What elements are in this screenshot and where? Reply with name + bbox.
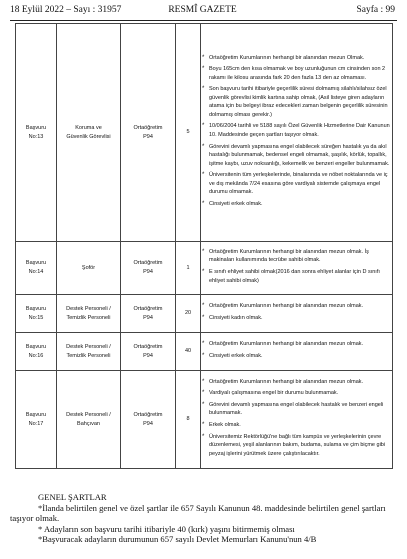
position-title: Şoför (57, 242, 121, 295)
position-title: Destek Personeli / Temizlik Personeli (57, 333, 121, 371)
requirement-item: * Son başvuru tarihi itibariyle geçerlilik süresi dolmamış silahlı/silahsız özel güvenlik görevlisi kimlik kartına sahip olmak, (Asil listeye giren adayların atama için bu belgeyi ibraz edecekleri zaman belgenin geçerlilik süresinin dolmamış olması gerekir.) (201, 85, 392, 119)
application-prefix: Başvuru (25, 124, 47, 131)
application-number-cell (16, 295, 57, 333)
education-level: Ortaöğretim (133, 124, 163, 131)
position-title: Destek Personeli / Bahçıvan (57, 371, 121, 469)
requirement-item: * Cinsiyeti erkek olmak. (201, 200, 392, 209)
general-conditions (10, 492, 400, 545)
application-number-cell (16, 333, 57, 371)
header-gazette-title: RESMÎ GAZETE (168, 5, 237, 15)
application-number-cell (16, 242, 57, 295)
position-count: 1 (176, 242, 201, 295)
education-level-cell (121, 242, 176, 295)
kpss-score-type: P94 (143, 352, 153, 359)
education-level: Ortaöğretim (133, 305, 163, 312)
requirement-item: * Üniversitemiz Rektörlüğü'ne bağlı tüm kampüs ve yerleşkelerinin çevre düzenlemesi, yeşil alanlarının bakım, budama, sulama ve çim biçme gibi peyzaj işlerini yürütmek üzere çalıştırılacaktır. (201, 433, 392, 459)
requirement-item: * Erkek olmak. (201, 421, 392, 430)
header-page-number: Sayfa : 99 (356, 5, 395, 15)
requirement-item: * 10/06/2004 tarihli ve 5188 sayılı Özel Güvenlik Hizmetlerine Dair Kanunun 10. Maddesinde geçen şartları taşıyor olmak. (201, 122, 392, 139)
education-level: Ortaöğretim (133, 411, 163, 418)
requirement-item: * Ortaöğretim Kurumlarının herhangi bir alanından mezun olmak. (201, 340, 392, 349)
education-level-cell (121, 24, 176, 242)
education-level: Ortaöğretim (133, 260, 163, 267)
requirements-list (201, 302, 392, 322)
requirement-item: * E sınıfı ehliyet sahibi olmak(2016 dan sonra ehliyet alanlar için D sınıfı ehliyet sahibi olmak) (201, 268, 392, 285)
requirements-cell (201, 24, 393, 242)
requirements-list (201, 248, 392, 285)
application-prefix: Başvuru (25, 260, 47, 267)
requirement-item: * Ortaöğretim Kurumlarının herhangi bir alanından mezun olmak. (201, 378, 392, 387)
requirements-list (201, 54, 392, 208)
requirement-item: * Cinsiyeti erkek olmak. (201, 352, 392, 361)
education-level: Ortaöğretim (133, 343, 163, 350)
table-row (16, 24, 393, 242)
education-level-cell (121, 371, 176, 469)
table-row (16, 333, 393, 371)
table-row (16, 242, 393, 295)
requirement-item: * Cinsiyeti kadın olmak. (201, 314, 392, 323)
application-number: No:15 (28, 314, 44, 321)
requirements-cell (201, 371, 393, 469)
requirement-item: * Görevini devamlı yapmasına engel olabilecek süreğen hastalık ya da akıl hastalığı bulunmamak, bedensel engeli olmamak, şaşılık, körlük, topallık, işitme kaybı, uzuv noksanlığı, kekemelik ve benzeri engeller bulunmamak. (201, 143, 392, 169)
application-number: No:13 (28, 133, 44, 140)
education-level-cell (121, 333, 176, 371)
general-condition-3: *Başvuracak adayların durumunun 657 sayılı Devlet Memurları Kanunu'nun 4/B (38, 534, 317, 545)
education-level-cell (121, 295, 176, 333)
position-count: 40 (176, 333, 201, 371)
position-title: Destek Personeli / Temizlik Personeli (57, 295, 121, 333)
application-prefix: Başvuru (25, 411, 47, 418)
kpss-score-type: P94 (143, 314, 153, 321)
header-rule (10, 20, 397, 21)
application-number-cell (16, 24, 57, 242)
requirement-item: * Vardiyalı çalışmasına engel bir durumu bulunmamak. (201, 389, 392, 398)
kpss-score-type: P94 (143, 133, 153, 140)
requirement-item: * Ortaöğretim Kurumlarının herhangi bir alanından mezun Olmak. (201, 54, 392, 63)
page-header (10, 5, 395, 19)
table-row (16, 371, 393, 469)
position-count: 20 (176, 295, 201, 333)
application-prefix: Başvuru (25, 305, 47, 312)
position-count: 8 (176, 371, 201, 469)
general-condition-2: * Adayların son başvuru tarihi itibariyle 40 (kırk) yaşını bitirmemiş olması (38, 523, 295, 534)
requirement-item: * Görevini devamlı yapmasına engel olabilecek hastalık ve benzeri engeli bulunmamak. (201, 401, 392, 418)
position-count: 5 (176, 24, 201, 242)
requirement-item: * Boyu 165cm den kısa olmamak ve boy uzunluğunun cm cinsinden son 2 rakamı ile kilosu arasında fark 20 den fazla 13 den az olmaması. (201, 65, 392, 82)
application-prefix: Başvuru (25, 343, 47, 350)
header-date-issue: 18 Eylül 2022 – Sayı : 31957 (10, 5, 122, 15)
position-title: Koruma ve Güvenlik Görevlisi (57, 24, 121, 242)
positions-table (15, 23, 393, 469)
kpss-score-type: P94 (143, 269, 153, 275)
requirements-cell (201, 295, 393, 333)
requirement-item: * Ortaöğretim Kurumlarının herhangi bir alanından mezun olmak. İş makinaları kullanımında tecrübe sahibi olmak. (201, 248, 392, 265)
application-number-cell (16, 371, 57, 469)
requirements-cell (201, 333, 393, 371)
application-number: No:14 (28, 269, 44, 275)
application-number: No:16 (28, 352, 44, 359)
table-row (16, 295, 393, 333)
kpss-score-type: P94 (143, 420, 153, 427)
requirements-list (201, 378, 392, 458)
application-number: No:17 (28, 420, 44, 427)
requirements-list (201, 340, 392, 360)
general-conditions-heading: GENEL ŞARTLAR (38, 492, 107, 502)
general-condition-1: *İlanda belirtilen genel ve özel şartlar ile 657 Sayılı Kanunun 48. maddesinde belirtilen genel şartları taşıyor olmak. (10, 502, 386, 524)
requirement-item: * Üniversitenin tüm yerleşkelerinde, binalarında ve nöbet noktalarında ve iç ve dış mekânda 7/24 esasına göre vardiyalı sistemde çalışmaya engel durumu olmamak. (201, 171, 392, 197)
requirements-cell (201, 242, 393, 295)
requirement-item: * Ortaöğretim Kurumlarının herhangi bir alanından mezun olmak. (201, 302, 392, 311)
